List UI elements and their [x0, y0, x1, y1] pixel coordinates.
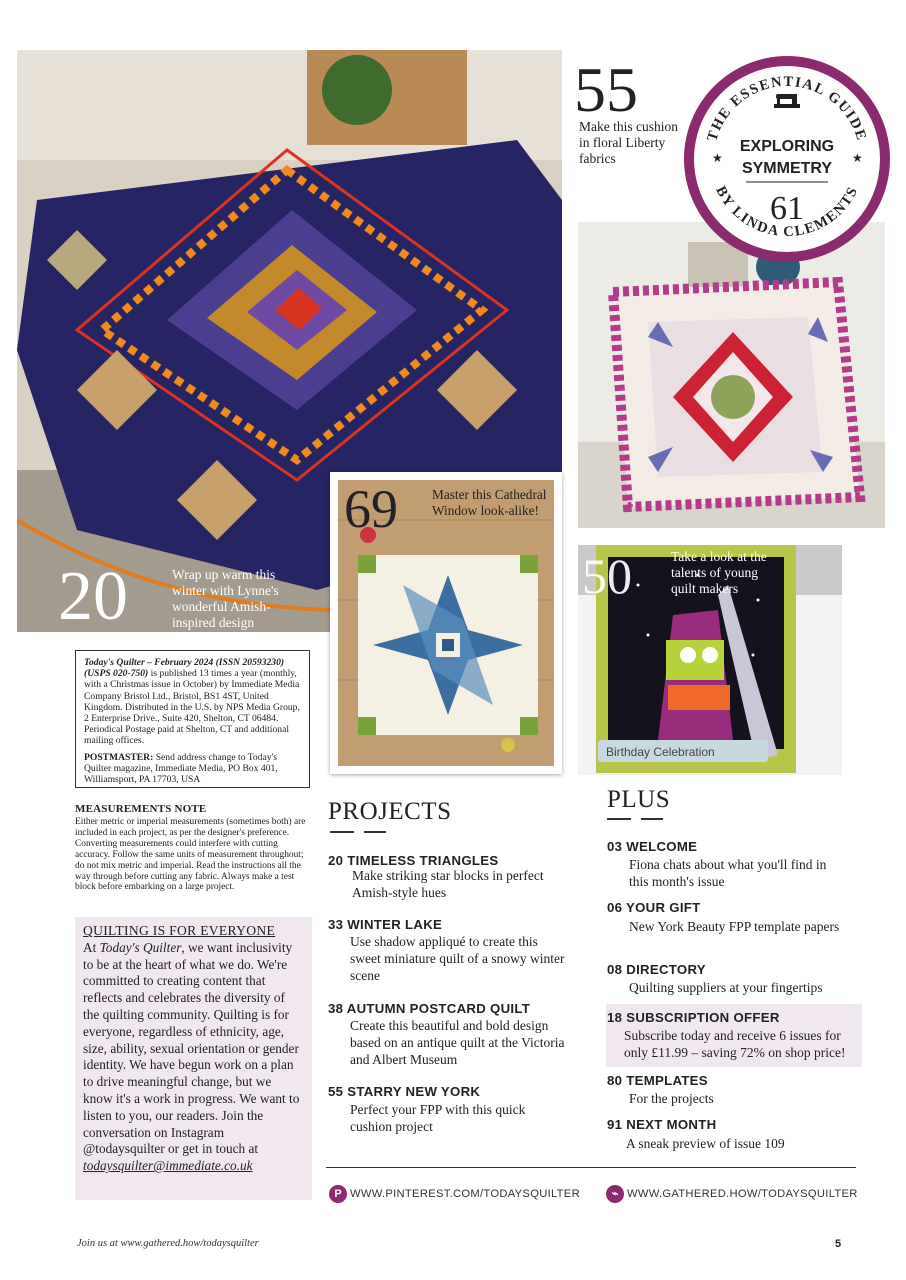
- publishing-info-box: [75, 650, 310, 788]
- star-icon-left: ★: [712, 151, 723, 165]
- feature-caption-young: Take a look at the talents of young quilt makers: [671, 549, 767, 596]
- inclusivity-text-1: At: [83, 939, 100, 955]
- projects-title: PROJECTS: [328, 798, 452, 825]
- postmaster-body: Send address change to Today's Quilter magazine, Immediate Media, PO Box 401, Williamsport, PA 17703, USA: [84, 751, 278, 786]
- pinterest-icon[interactable]: P: [329, 1185, 347, 1203]
- join-us-text: Join us at www.gathered.how/todaysquilter: [77, 1238, 259, 1249]
- sewing-machine-icon: [774, 94, 800, 108]
- project-desc-55: Perfect your FPP with this quick cushion project: [350, 1102, 526, 1134]
- svg-text:THE ESSENTIAL GUIDE: [704, 74, 869, 143]
- plus-desc-80: For the projects: [629, 1091, 714, 1106]
- plus-item-08[interactable]: 08 DIRECTORY: [607, 962, 706, 977]
- plus-item-18[interactable]: 18 SUBSCRIPTION OFFER: [607, 1010, 780, 1025]
- plus-item-91[interactable]: 91 NEXT MONTH: [607, 1117, 717, 1132]
- measurements-text: Either metric or imperial measurements (sometimes both) are included in each project, as per the designer's preference. Converting measurements could interfere with cutting accuracy. Follow the same units of measurement throughout; do not mix metric and imperial. Read the instructions all the way through before cutting any fabric. Always make a test block before embarking on a large project.: [75, 817, 306, 893]
- feature-number-young: 50: [582, 548, 632, 604]
- cushion-photo: [578, 222, 885, 528]
- inclusivity-text-2: , we want inclusivity to be at the heart of what we do. We're committed to creating content that reflects and celebrates the diversity of the quilting community. Quilting is for everyone, regardless of ethnicity, age, size, ability, sexual orientation or gender identity. We have begun work on a plan to drive meaningful change, but we know it's a work in progress. We want to listen to you, our readers. Join the conversation on Instagram @todaysquilter or get in touch at: [83, 939, 300, 1157]
- plus-item-03[interactable]: 03 WELCOME: [607, 839, 698, 854]
- measurements-heading: MEASUREMENTS NOTE: [75, 803, 207, 815]
- feature-caption-cushion: Make this cushion in floral Liberty fabrics: [579, 119, 678, 166]
- feature-number-window: 69: [344, 479, 398, 539]
- footer-divider: [326, 1167, 856, 1168]
- feature-caption-main: Wrap up warm this winter with Lynne's wonderful Amish-inspired design: [172, 567, 279, 630]
- feature-number-cushion: 55: [574, 54, 638, 125]
- badge-svg: [684, 56, 890, 262]
- inclusivity-email-link[interactable]: todaysquilter@immediate.co.uk: [83, 1158, 253, 1174]
- feature-number-main: 20: [58, 558, 128, 635]
- link-icon[interactable]: ⌁: [606, 1185, 624, 1203]
- essential-guide-badge: [684, 56, 890, 262]
- plus-dash-1: [607, 818, 631, 820]
- gathered-link[interactable]: WWW.GATHERED.HOW/TODAYSQUILTER: [627, 1188, 858, 1200]
- pub-lead: Today's Quilter – February 2024 (ISSN 20593230) (USPS 020-750): [84, 657, 285, 680]
- pub-body: is published 13 times a year (monthly, with a Christmas issue in October) by Immediate Media Company Bristol Ltd., Bristol, BS1 4ST, United Kingdom. Distributed in the U.S. by NPS Media Group, 2 Enterprise Drive., Suite 420, Shelton, CT 06484. Periodical Postage paid at Shelton, CT and additional mailing offices.: [84, 668, 300, 747]
- plus-item-80[interactable]: 80 TEMPLATES: [607, 1073, 708, 1088]
- plus-desc-18: Subscribe today and receive 6 issues for only £11.99 – saving 72% on shop price!: [624, 1028, 846, 1060]
- project-item-20[interactable]: 20 TIMELESS TRIANGLES: [328, 853, 499, 868]
- badge-number: 61: [770, 190, 804, 227]
- project-desc-33: Use shadow appliqué to create this sweet miniature quilt of a snowy winter scene: [350, 934, 565, 983]
- projects-dash-1: [330, 831, 354, 833]
- birthday-banner-text: Birthday Celebration: [606, 745, 715, 759]
- badge-title-1: EXPLORING: [739, 138, 835, 155]
- badge-arc-bottom: BY LINDA CLEMENTS: [712, 183, 862, 241]
- plus-desc-03: Fiona chats about what you'll find in this month's issue: [629, 857, 827, 889]
- page-number: 5: [835, 1238, 842, 1250]
- project-desc-20: Make striking star blocks in perfect Amish-style hues: [352, 868, 544, 900]
- project-item-38[interactable]: 38 AUTUMN POSTCARD QUILT: [328, 1001, 531, 1016]
- plus-item-06[interactable]: 06 YOUR GIFT: [607, 900, 701, 915]
- plus-dash-2: [641, 818, 663, 820]
- plus-desc-08: Quilting suppliers at your fingertips: [629, 980, 823, 995]
- badge-title-2: SYMMETRY: [741, 160, 833, 177]
- postmaster-label: POSTMASTER:: [84, 751, 154, 763]
- plus-title: PLUS: [607, 786, 671, 813]
- feature-caption-window: Master this Cathedral Window look-alike!: [432, 487, 547, 518]
- inclusivity-magazine-name: Today's Quilter: [99, 939, 182, 955]
- project-item-33[interactable]: 33 WINTER LAKE: [328, 917, 443, 932]
- badge-arc-top: THE ESSENTIAL GUIDE: [704, 73, 870, 144]
- project-desc-38: Create this beautiful and bold design based on an antique quilt at the Victoria and Albert Museum: [350, 1018, 565, 1067]
- plus-desc-06: New York Beauty FPP template papers: [629, 919, 840, 934]
- pinterest-link[interactable]: WWW.PINTEREST.COM/TODAYSQUILTER: [350, 1188, 580, 1200]
- project-item-55[interactable]: 55 STARRY NEW YORK: [328, 1084, 481, 1099]
- inclusivity-heading: QUILTING IS FOR EVERYONE: [83, 923, 276, 938]
- plus-desc-91: A sneak preview of issue 109: [626, 1136, 785, 1151]
- projects-dash-2: [364, 831, 386, 833]
- cushion-illustration: [578, 222, 885, 528]
- inclusivity-panel: [75, 917, 312, 1200]
- star-icon-right: ★: [852, 151, 863, 165]
